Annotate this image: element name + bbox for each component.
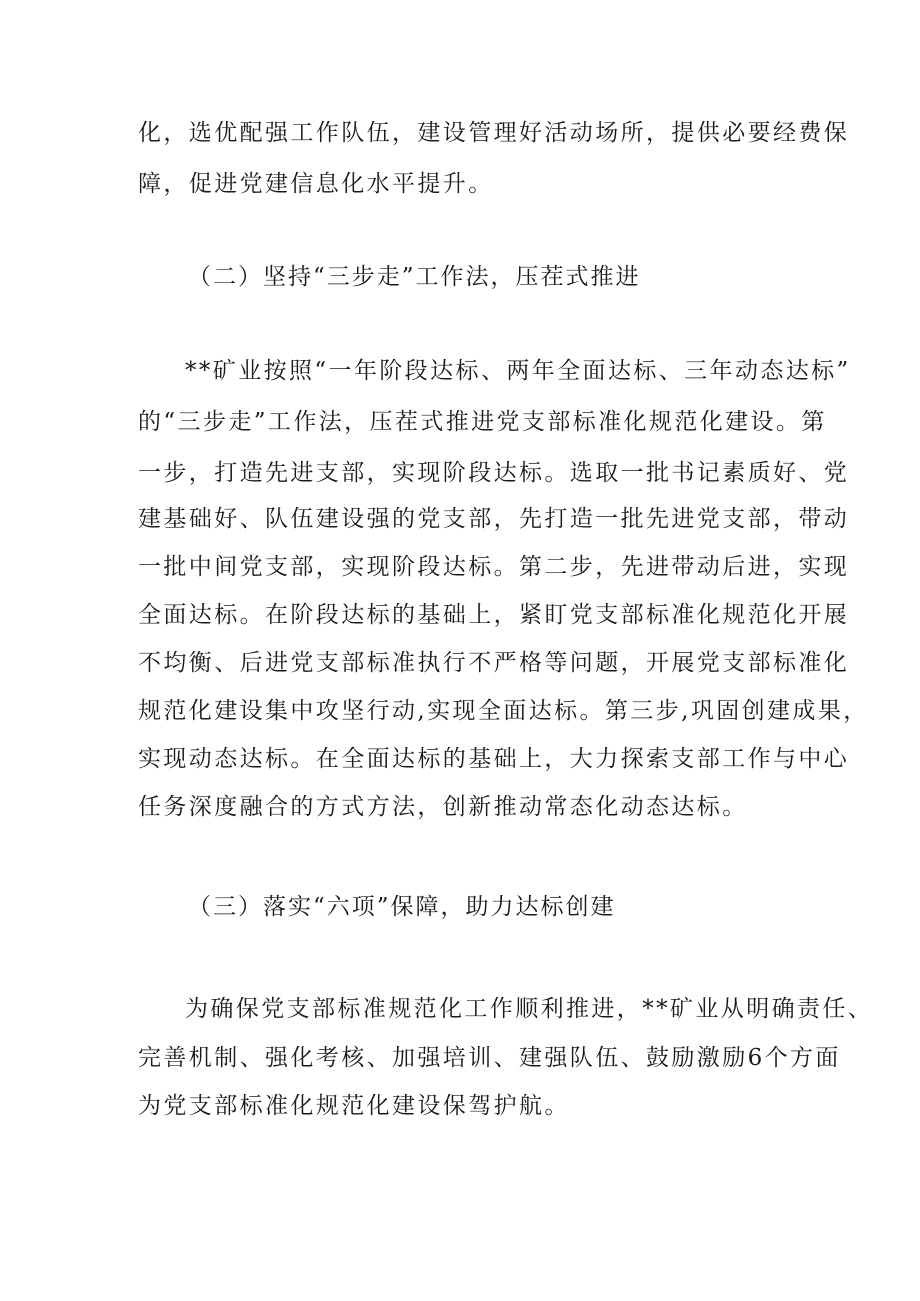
paragraph-line: 实现动态达标。在全面达标的基础上，大力探索支部工作与中心 (138, 746, 850, 772)
paragraph-line: 任务深度融合的方式方法，创新推动常态化动态达标。 (138, 794, 748, 820)
paragraph-line: 一步，打造先进支部，实现阶段达标。选取一批书记素质好、党 (138, 460, 850, 486)
section-heading: （二）坚持“三步走”工作法，压茬式推进 (188, 264, 641, 290)
section-heading: （三）落实“六项”保障，助力达标创建 (188, 894, 616, 920)
paragraph-line: 为党支部标准化规范化建设保驾护航。 (138, 1093, 570, 1119)
paragraph-line: 建基础好、队伍建设强的党支部，先打造一批先进党支部，带动 (138, 506, 850, 532)
paragraph-line: 完善机制、强化考核、加强培训、建强队伍、鼓励激励6个方面 (138, 1045, 841, 1071)
paragraph-line: 不均衡、后进党支部标准执行不严格等问题，开展党支部标准化 (138, 650, 850, 676)
paragraph-line: 一批中间党支部，实现阶段达标。第二步，先进带动后进，实现 (138, 554, 850, 580)
paragraph-line: 化，选优配强工作队伍，建设管理好活动场所，提供必要经费保 (138, 120, 850, 146)
paragraph-line: 规范化建设集中攻坚行动,实现全面达标。第三步,巩固创建成果， (138, 698, 869, 724)
paragraph-line: 的“三步走”工作法，压茬式推进党支部标准化规范化建设。第 (138, 409, 827, 435)
paragraph-line: 为确保党支部标准规范化工作顺利推进，**矿业从明确责任、 (185, 996, 874, 1022)
paragraph-line: **矿业按照“一年阶段达标、两年全面达标、三年动态达标” (185, 358, 851, 384)
paragraph-line: 障，促进党建信息化水平提升。 (138, 171, 494, 197)
paragraph-line: 全面达标。在阶段达标的基础上，紧盯党支部标准化规范化开展 (138, 602, 850, 628)
